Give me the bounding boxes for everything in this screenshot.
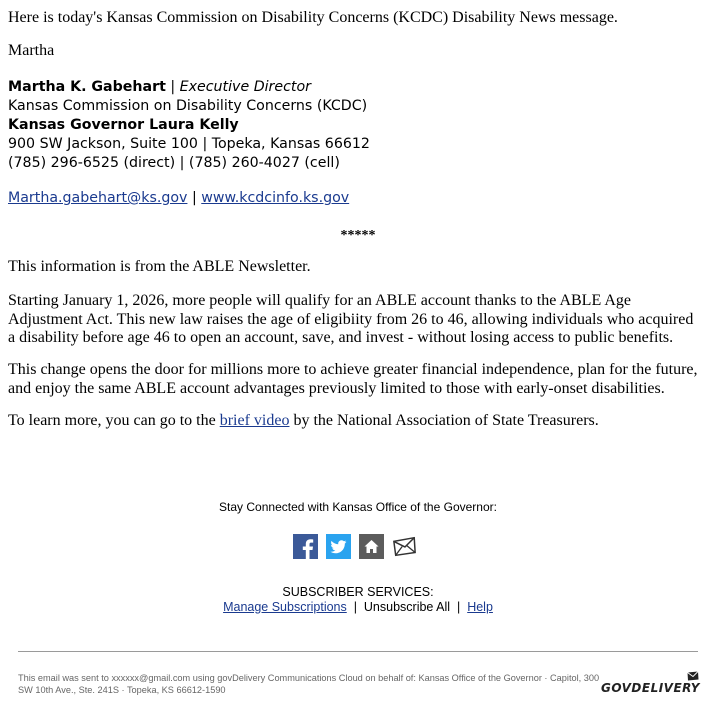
stay-connected-text: Stay Connected with Kansas Office of the Governor: [219,500,497,514]
footer-divider [18,651,698,652]
email-body [8,8,700,429]
signature-governor: Kansas Governor Laura Kelly [8,117,239,133]
signature-name-line [8,78,370,97]
signature-title: Executive Director [179,79,311,95]
signature-org: Kansas Commission on Disability Concerns (KCDC) [8,98,368,114]
unsubscribe-all-text[interactable]: Unsubscribe All [363,600,451,614]
paragraph-learn-more [8,412,700,430]
home-icon[interactable] [359,534,384,559]
sender-first-name: Martha [8,42,55,59]
subscriber-services-title: SUBSCRIBER SERVICES: [282,585,434,599]
paragraph-able-age: Starting January 1, 2026, more people will qualify for an ABLE account thanks to the ABLE Age Adjustment Act. This new law raises the age of eligibiity from 26 to 46, allowing individuals who acquired a disability before age 46 to open an account, save, and invest - without losing access to public benefits. [8,292,694,346]
envelope-icon[interactable] [392,534,417,559]
twitter-icon[interactable] [326,534,351,559]
divider-stars: ***** [340,228,376,243]
learn-after-text: by the National Association of State Treasurers. [289,412,599,429]
learn-before-text: To learn more, you can go to the [8,412,220,429]
website-link[interactable]: www.kcdcinfo.ks.gov [201,190,350,206]
intro-text: Here is today's Kansas Commission on Disability Concerns (KCDC) Disability News message. [8,9,618,26]
signature-block [8,78,370,173]
facebook-icon[interactable] [293,534,318,559]
email-link[interactable]: Martha.gabehart@ks.gov [8,190,188,206]
link-separator: | [187,190,202,206]
social-icons [293,534,417,559]
subscriber-separator-1: | [346,600,364,614]
signature-name: Martha K. Gabehart [8,79,166,95]
signature-links [8,189,349,208]
signature-phones: (785) 296-6525 (direct) | (785) 260-4027 (cell) [8,155,340,171]
info-line: This information is from the ABLE Newsletter. [8,258,311,275]
govdelivery-envelope-icon [687,671,699,681]
manage-subscriptions-link[interactable]: Manage Subscriptions [223,600,347,614]
signature-address: 900 SW Jackson, Suite 100 | Topeka, Kansas 66612 [8,136,370,152]
govdelivery-logo[interactable] [601,671,701,699]
subscriber-separator-2: | [450,600,468,614]
govdelivery-wordmark: GOVDELIVERY [601,681,700,695]
signature-separator: | [165,79,180,95]
brief-video-link[interactable]: brief video [219,412,290,429]
subscriber-links [0,600,708,614]
paragraph-change: This change opens the door for millions more to achieve greater financial independence, plan for the future, and enjoy the same ABLE account advantages previously limited to those with early-onset disabilities. [8,361,698,397]
help-link[interactable]: Help [467,600,493,614]
footer-fine-print: This email was sent to xxxxxx@gmail.com using govDelivery Communications Cloud on behalf of: Kansas Office of the Governor · Capitol, 300 SW 10th Ave., Ste. 241S · Topeka, KS 66612-1590 [18,673,600,695]
